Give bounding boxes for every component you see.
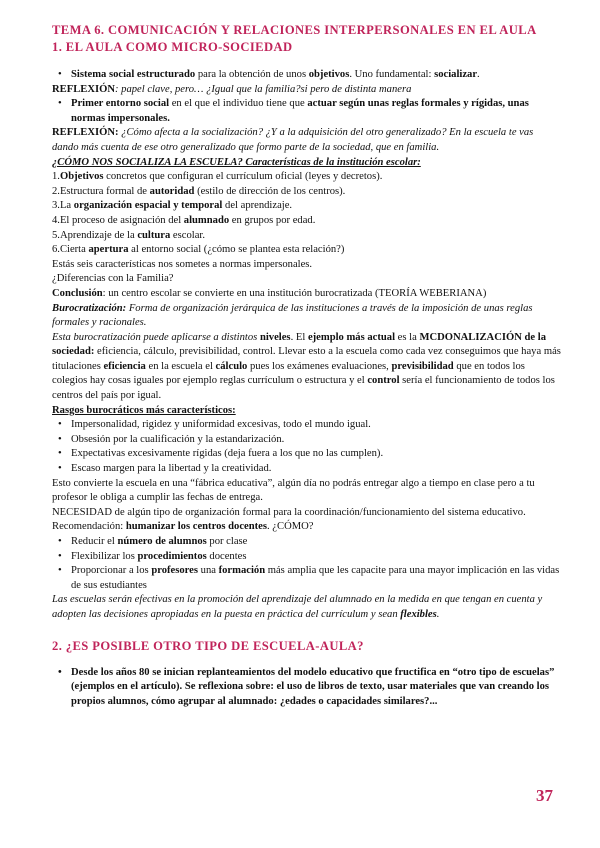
bold-term: Objetivos: [59, 171, 104, 183]
list-item-1: [52, 170, 562, 185]
text: en la escuela el: [145, 360, 216, 372]
text: Proporcionar a los: [71, 565, 152, 577]
rasgos-title: Rasgos burocráticos más característicos:: [52, 404, 236, 416]
text: . Uno fundamental:: [349, 69, 435, 80]
list-item: [52, 550, 562, 565]
list-item: • Desde los años 80 se inician replanteamientos del modelo educativo que fructifica en “otro tipo de escuelas” (ejemplos en el artículo). Se reflexiona sobre: el uso de libros de texto, usar materiales que van creando los propios alumnos, cómo agrupar al alumnado: ¿edades o capacidades similares?...: [52, 666, 562, 710]
bold-term: número de alumnos: [117, 536, 207, 547]
bold-term: Burocratización:: [52, 302, 127, 314]
bold-term: autoridad: [149, 185, 195, 197]
reflexion-label: REFLEXIÓN:: [52, 127, 119, 139]
bold-term: previsibilidad: [391, 360, 454, 372]
list-item-5: [52, 229, 562, 244]
bold-term: objetivos: [308, 69, 350, 80]
list-item: • Obsesión por la cualificación y la estandarización.: [52, 433, 562, 448]
text: del aprendizaje.: [222, 200, 293, 212]
text: por clase: [206, 536, 248, 547]
text: Esta burocratización puede aplicarse a distintos: [52, 331, 260, 343]
chapter-title: TEMA 6. COMUNICACIÓN Y RELACIONES INTERPERSONALES EN EL AULA: [52, 23, 537, 37]
text: en el que el individuo tiene que: [169, 98, 308, 110]
text: pues los exámenes evaluaciones,: [247, 360, 392, 372]
bold-term: flexibles: [400, 608, 437, 620]
text: Las escuelas serán efectivas en la promoción del aprendizaje del alumnado en la medida en que tengan en cuenta y adopten las decisiones apropiadas en la puesta en práctica del currículum y sean: [52, 594, 543, 620]
bold-term: humanizar los centros docentes: [125, 521, 267, 533]
reflexion-2: [52, 126, 562, 155]
text: es la: [395, 331, 420, 343]
list-item: • Escaso margen para la libertad y la creatividad.: [52, 462, 562, 477]
text: . ¿CÓMO?: [267, 521, 314, 533]
list-item-3: [52, 199, 562, 214]
text: 3.La: [52, 200, 74, 212]
bold-term: procedimientos: [137, 550, 207, 562]
list-item: [52, 564, 562, 593]
bold-term: formación: [218, 565, 266, 577]
familia-question: ¿Diferencias con la Familia?: [52, 273, 174, 285]
reflexion-text: ¿Cómo afecta a la socialización? ¿Y a la adquisición del otro generalizado? En la escuela te vas dando más cuenta de ese otro generalizado que formo parte de la sociedad, que en familia.: [52, 127, 534, 153]
text: . El: [290, 331, 308, 343]
text: eficiencia, cálculo, previsibilidad, control. Llevar esto a la escuela como cada vez conseguimos que haya más titulaciones: [52, 346, 561, 372]
text: Recomendación:: [52, 521, 126, 533]
bold-term: eficiencia: [103, 360, 146, 372]
necesidad-paragraph: NECESIDAD de algún tipo de organización formal para la coordinación/funcionamiento del sistema educativo.: [52, 506, 526, 518]
bold-term: control: [367, 375, 400, 387]
bold-term: Primer entorno social: [71, 98, 170, 110]
bold-term: socializar: [434, 69, 478, 80]
bold-term: Conclusión: [52, 287, 103, 299]
text: (estilo de dirección de los centros).: [194, 185, 346, 197]
text: 4.El proceso de asignación del: [52, 214, 184, 226]
reflexion-1: [52, 83, 562, 98]
text: .: [436, 608, 440, 620]
recomendacion-list: [52, 535, 562, 593]
text: que en todos los colegios hay cosas iguales por ejemplo reglas currículum o estructura y el: [52, 360, 525, 387]
list-item: • Impersonalidad, rigidez y uniformidad excesivas, todo el mundo igual.: [52, 418, 562, 433]
page-number: 37: [536, 786, 553, 805]
bold-term: profesores: [151, 565, 199, 577]
question-socializa: ¿CÓMO NOS SOCIALIZA LA ESCUELA? Características de la institución escolar:: [52, 156, 421, 168]
reflexion-text: : papel clave, pero… ¿Igual que la familia?si pero de distinta manera: [114, 83, 412, 95]
bold-term: alumnado: [183, 214, 230, 226]
section-2-title: 2. ¿ES POSIBLE OTRO TIPO DE ESCUELA-AULA?: [52, 638, 364, 653]
bold-term: MCDONALIZACIÓN de la sociedad:: [52, 331, 546, 358]
text: 5.Aprendizaje de la: [52, 229, 138, 241]
text: al entorno social (¿cómo se plantea esta relación?): [128, 244, 345, 256]
conclusion: [52, 287, 562, 302]
text: escolar.: [170, 229, 205, 241]
text: .: [477, 69, 480, 80]
text: una: [198, 565, 219, 577]
text: Reducir el: [71, 536, 118, 547]
burocratizacion-definition: [52, 302, 562, 331]
text: sería el funcionamiento de todos los centros del país por igual.: [52, 375, 555, 402]
text: docentes: [206, 550, 247, 562]
text: 6.Cierta: [52, 244, 89, 256]
bullet-primer-entorno: [52, 97, 562, 126]
text: 2.Estructura formal de: [52, 185, 150, 197]
bold-term: cálculo: [215, 360, 248, 372]
bold-term: actuar según unas reglas formales y rígidas, unas normas impersonales.: [71, 98, 529, 124]
bold-term: cultura: [137, 229, 171, 241]
bullet-sistema-social: [52, 68, 562, 83]
section-1-title: 1. EL AULA COMO MICRO-SOCIEDAD: [52, 40, 293, 54]
text: más amplia que les capacite para una mayor implicación en las vidas de sus estudiantes: [71, 565, 560, 591]
efectivas-paragraph: [52, 593, 562, 622]
bold-term: niveles: [259, 331, 291, 343]
list-item: [52, 535, 562, 550]
item-number: 1.: [52, 171, 60, 183]
list-item: • Expectativas excesivamente rígidas (deja fuera a los que no las cumplen).: [52, 447, 562, 462]
text: Flexibilizar los: [71, 550, 138, 562]
fabrica-paragraph: Esto convierte la escuela en una “fábrica educativa”, algún día no podrás entregar algo a tiempo en clase pero a tu profesor le obliga a cumplir las fechas de entrega.: [52, 477, 535, 504]
list-item-6: [52, 243, 562, 258]
reflexion-label: REFLEXIÓN: [52, 83, 115, 95]
text: : un centro escolar se convierte en una institución burocratizada (TEORÍA WEBERIANA): [102, 287, 487, 299]
document-page: [52, 22, 562, 709]
list-item-2: [52, 185, 562, 200]
text: Forma de organización jerárquica de las instituciones a través de la imposición de unas reglas formales y racionales.: [52, 302, 533, 329]
bold-term: ejemplo más actual: [307, 331, 396, 343]
recomendacion: [52, 520, 562, 535]
bullet-list-1: [52, 68, 562, 83]
text: concretos que configuran el currículum oficial (leyes y decretos).: [103, 171, 383, 183]
section-2-list: [52, 666, 562, 710]
text: en grupos por edad.: [229, 214, 316, 226]
normas-note: Estás seis características nos sometes a normas impersonales.: [52, 258, 313, 270]
list-item-4: [52, 214, 562, 229]
text: para la obtención de unos: [195, 69, 309, 80]
bold-term: apertura: [88, 244, 129, 256]
bullet-list-2: [52, 97, 562, 126]
mcdonalizacion-paragraph: [52, 331, 562, 404]
bold-term: Sistema social estructurado: [71, 69, 196, 80]
rasgos-list: [52, 418, 562, 476]
bold-term: organización espacial y temporal: [73, 200, 223, 212]
